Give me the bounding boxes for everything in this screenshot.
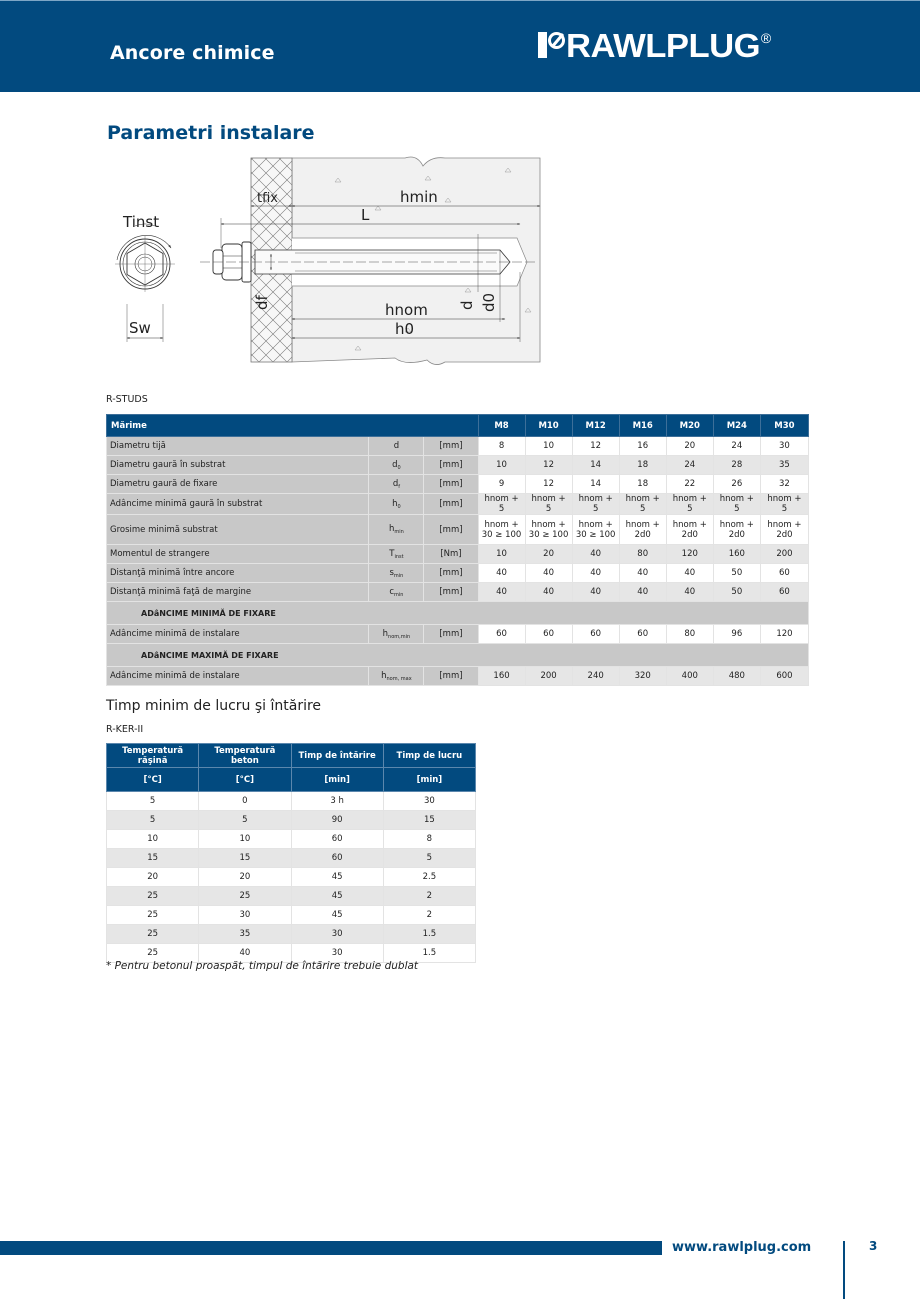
row-desc: Diametru tijă <box>107 437 369 456</box>
table-row <box>107 494 809 515</box>
cell-value: 200 <box>760 545 808 564</box>
cell-value: 5 <box>383 849 475 868</box>
cell-value: 30 <box>291 925 383 944</box>
cell-value: 60 <box>760 583 808 602</box>
table-row <box>107 564 809 583</box>
row-unit: [mm] <box>424 475 478 494</box>
studs-caption: R-STUDS <box>106 394 148 405</box>
unit-working-time: [min] <box>383 768 475 792</box>
cell-value: 20 <box>199 868 291 887</box>
cell-value: 24 <box>666 456 713 475</box>
registered-mark: ® <box>760 30 772 46</box>
table-row <box>107 906 476 925</box>
cell-value: 32 <box>760 475 808 494</box>
cell-value: 96 <box>713 625 760 644</box>
cell-value: 30 <box>199 906 291 925</box>
row-unit: [mm] <box>424 583 478 602</box>
page-number: 3 <box>869 1239 878 1253</box>
table-row <box>107 925 476 944</box>
cell-value: 240 <box>572 667 619 686</box>
cell-value: 60 <box>760 564 808 583</box>
table-row <box>107 625 809 644</box>
group-header-min-depth <box>107 602 809 625</box>
cell-value: 10 <box>525 437 572 456</box>
label-t-inst: Tinst <box>123 213 160 231</box>
cell-value: 25 <box>107 906 199 925</box>
cell-value: 60 <box>291 830 383 849</box>
header-concrete-temp: Temperatură beton <box>199 744 291 768</box>
cell-value: 24 <box>713 437 760 456</box>
cell-value: 20 <box>107 868 199 887</box>
row-unit: [mm] <box>424 456 478 475</box>
cell-value: 20 <box>666 437 713 456</box>
cell-value: 40 <box>478 583 525 602</box>
cell-value: hnom + 5 <box>666 494 713 515</box>
header-resin-temp: Temperatură răşină <box>107 744 199 768</box>
cell-value: 0 <box>199 792 291 811</box>
cell-value: 200 <box>525 667 572 686</box>
cell-value: 9 <box>478 475 525 494</box>
row-desc: Adâncime minimă de instalare <box>107 625 369 644</box>
cell-value: hnom + 30 ≥ 100 <box>525 515 572 545</box>
cell-value: hnom + 5 <box>478 494 525 515</box>
section-title: Parametri instalare <box>107 122 315 144</box>
cell-value: 40 <box>525 583 572 602</box>
cell-value: 45 <box>291 868 383 887</box>
cell-value: 30 <box>760 437 808 456</box>
cell-value: 60 <box>619 625 666 644</box>
row-symbol: $d_0$ <box>369 456 424 475</box>
cell-value: 16 <box>619 437 666 456</box>
cell-value: 160 <box>713 545 760 564</box>
cell-value: 15 <box>383 811 475 830</box>
header-m20: M20 <box>666 415 713 437</box>
footer-bar <box>0 1241 662 1255</box>
cell-value: hnom + 5 <box>572 494 619 515</box>
cell-value: 15 <box>199 849 291 868</box>
group-title: ADâNCIME MAXIMĂ DE FIXARE <box>107 644 809 667</box>
cell-value: 45 <box>291 887 383 906</box>
cell-value: 8 <box>383 830 475 849</box>
cell-value: 320 <box>619 667 666 686</box>
table-row <box>107 868 476 887</box>
cell-value: hnom + 2d0 <box>713 515 760 545</box>
row-symbol: $h_0$ <box>369 494 424 515</box>
cell-value: 3 h <box>291 792 383 811</box>
label-h-min: hmin <box>400 188 438 206</box>
cell-value: 18 <box>619 475 666 494</box>
cell-value: hnom + 2d0 <box>619 515 666 545</box>
group-header-max-depth <box>107 644 809 667</box>
cell-value: 90 <box>291 811 383 830</box>
rawlplug-logo <box>538 27 772 64</box>
row-symbol: $h_{min}$ <box>369 515 424 545</box>
cell-value: 20 <box>525 545 572 564</box>
cell-value: 40 <box>572 545 619 564</box>
cell-value: 10 <box>107 830 199 849</box>
table-row <box>107 811 476 830</box>
row-desc: Distanţă minimă între ancore <box>107 564 369 583</box>
cell-value: 1.5 <box>383 944 475 963</box>
cell-value: 40 <box>199 944 291 963</box>
header-curing-time: Timp de întărire <box>291 744 383 768</box>
cell-value: 8 <box>478 437 525 456</box>
row-desc: Momentul de strangere <box>107 545 369 564</box>
cell-value: 10 <box>478 545 525 564</box>
cell-value: 40 <box>572 583 619 602</box>
cell-value: 25 <box>107 887 199 906</box>
row-desc: Distanţă minimă faţă de margine <box>107 583 369 602</box>
label-sw: Sw <box>129 319 151 337</box>
ker-units-row <box>107 768 476 792</box>
label-d: d <box>458 300 476 310</box>
cell-value: 30 <box>383 792 475 811</box>
studs-table <box>106 414 809 686</box>
row-desc: Adâncime minimă gaură în substrat <box>107 494 369 515</box>
ker-table <box>106 743 476 963</box>
cell-value: 25 <box>107 944 199 963</box>
header-working-time: Timp de lucru <box>383 744 475 768</box>
table-row <box>107 545 809 564</box>
row-symbol: $T_{inst}$ <box>369 545 424 564</box>
row-desc: Diametru gaură în substrat <box>107 456 369 475</box>
label-t-fix: tfix <box>257 191 278 206</box>
cell-value: 35 <box>760 456 808 475</box>
row-symbol: d <box>369 437 424 456</box>
cell-value: 14 <box>572 456 619 475</box>
cell-value: 28 <box>713 456 760 475</box>
cell-value: 35 <box>199 925 291 944</box>
cell-value: 60 <box>525 625 572 644</box>
cell-value: 40 <box>619 564 666 583</box>
cell-value: 2.5 <box>383 868 475 887</box>
cell-value: hnom + 5 <box>760 494 808 515</box>
cell-value: 160 <box>478 667 525 686</box>
unit-curing-time: [min] <box>291 768 383 792</box>
row-symbol: $s_{min}$ <box>369 564 424 583</box>
row-unit: [mm] <box>424 667 478 686</box>
row-desc: Grosime minimă substrat <box>107 515 369 545</box>
cell-value: 40 <box>666 583 713 602</box>
cell-value: 40 <box>666 564 713 583</box>
label-d0: d0 <box>480 292 498 312</box>
cell-value: 22 <box>666 475 713 494</box>
cell-value: 120 <box>760 625 808 644</box>
table-row <box>107 515 809 545</box>
cell-value: 30 <box>291 944 383 963</box>
row-desc: Adâncime minimă de instalare <box>107 667 369 686</box>
row-symbol: $c_{min}$ <box>369 583 424 602</box>
cell-value: 80 <box>619 545 666 564</box>
table-row <box>107 667 809 686</box>
cell-value: 400 <box>666 667 713 686</box>
cell-value: 50 <box>713 564 760 583</box>
row-symbol: $h_{nom,min}$ <box>369 625 424 644</box>
header-title: Ancore chimice <box>110 42 275 64</box>
cell-value: 18 <box>619 456 666 475</box>
label-df: df <box>253 295 271 310</box>
cell-value: 10 <box>478 456 525 475</box>
table-row <box>107 583 809 602</box>
table-row <box>107 475 809 494</box>
cell-value: 2 <box>383 887 475 906</box>
ker-header-row <box>107 744 476 768</box>
row-symbol: $h_{nom, max}$ <box>369 667 424 686</box>
header-m10: M10 <box>525 415 572 437</box>
row-unit: [mm] <box>424 494 478 515</box>
cell-value: 480 <box>713 667 760 686</box>
ker-caption: R-KER-II <box>106 724 144 735</box>
cell-value: hnom + 5 <box>525 494 572 515</box>
row-symbol: $d_f$ <box>369 475 424 494</box>
label-h-nom: hnom <box>385 301 428 319</box>
website-link[interactable]: www.rawlplug.com <box>672 1240 812 1255</box>
table-row <box>107 792 476 811</box>
cell-value: 2 <box>383 906 475 925</box>
cell-value: 40 <box>619 583 666 602</box>
cell-value: 40 <box>478 564 525 583</box>
header-m16: M16 <box>619 415 666 437</box>
cell-value: 26 <box>713 475 760 494</box>
row-desc: Diametru gaură de fixare <box>107 475 369 494</box>
cell-value: 25 <box>107 925 199 944</box>
table-row <box>107 830 476 849</box>
row-unit: [Nm] <box>424 545 478 564</box>
cell-value: 60 <box>291 849 383 868</box>
row-unit: [mm] <box>424 437 478 456</box>
header-m30: M30 <box>760 415 808 437</box>
cell-value: hnom + 2d0 <box>760 515 808 545</box>
cell-value: 12 <box>525 456 572 475</box>
cell-value: 14 <box>572 475 619 494</box>
cell-value: hnom + 5 <box>713 494 760 515</box>
cell-value: 50 <box>713 583 760 602</box>
cell-value: 40 <box>572 564 619 583</box>
cell-value: 25 <box>199 887 291 906</box>
group-title: ADâNCIME MINIMĂ DE FIXARE <box>107 602 809 625</box>
studs-header-row <box>107 415 809 437</box>
table-row <box>107 437 809 456</box>
header-size: Mărime <box>107 415 479 437</box>
fresh-concrete-note: * Pentru betonul proaspăt, timpul de întărire trebuie dublat <box>106 960 419 972</box>
unit-concrete-temp: [°C] <box>199 768 291 792</box>
page-header <box>0 0 920 92</box>
cell-value: hnom + 30 ≥ 100 <box>478 515 525 545</box>
cell-value: hnom + 30 ≥ 100 <box>572 515 619 545</box>
cell-value: 5 <box>199 811 291 830</box>
table-row <box>107 456 809 475</box>
row-unit: [mm] <box>424 515 478 545</box>
cell-value: hnom + 2d0 <box>666 515 713 545</box>
table-row <box>107 887 476 906</box>
cell-value: 5 <box>107 792 199 811</box>
row-unit: [mm] <box>424 625 478 644</box>
ker-section-title: Timp minim de lucru şi întărire <box>106 698 322 714</box>
header-m12: M12 <box>572 415 619 437</box>
cell-value: 1.5 <box>383 925 475 944</box>
cell-value: 600 <box>760 667 808 686</box>
cell-value: 60 <box>572 625 619 644</box>
unit-resin-temp: [°C] <box>107 768 199 792</box>
cell-value: 12 <box>525 475 572 494</box>
cell-value: 45 <box>291 906 383 925</box>
footer-divider <box>843 1241 845 1299</box>
cell-value: 5 <box>107 811 199 830</box>
installation-diagram <box>105 152 550 372</box>
cell-value: 40 <box>525 564 572 583</box>
table-row <box>107 849 476 868</box>
cell-value: 80 <box>666 625 713 644</box>
label-h0: h0 <box>395 320 415 338</box>
cell-value: 12 <box>572 437 619 456</box>
cell-value: 15 <box>107 849 199 868</box>
row-unit: [mm] <box>424 564 478 583</box>
cell-value: hnom + 5 <box>619 494 666 515</box>
header-m24: M24 <box>713 415 760 437</box>
rawlplug-logo-icon <box>538 32 566 58</box>
cell-value: 60 <box>478 625 525 644</box>
cell-value: 10 <box>199 830 291 849</box>
cell-value: 120 <box>666 545 713 564</box>
logo-text: RAWLPLUG <box>566 27 761 64</box>
label-L: L <box>361 206 370 224</box>
header-m8: M8 <box>478 415 525 437</box>
